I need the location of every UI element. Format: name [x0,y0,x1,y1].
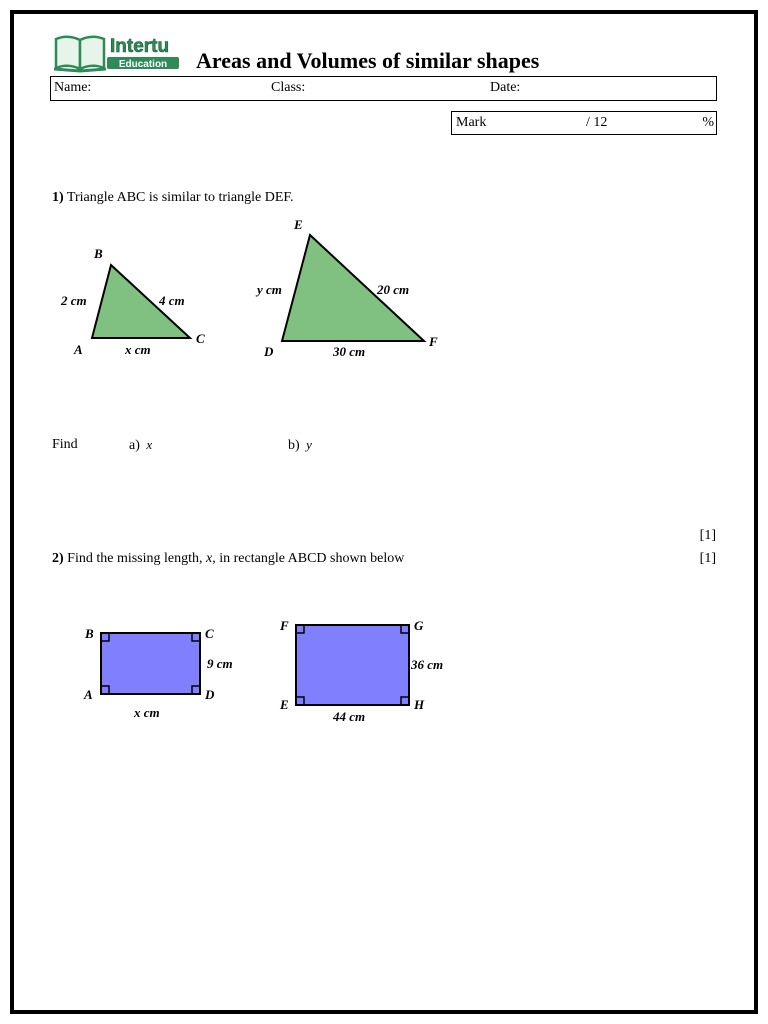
label-side-bc: 4 cm [159,293,185,308]
label-e: E [294,217,303,232]
page-title: Areas and Volumes of similar shapes [196,48,540,73]
name-label: Name: [54,80,92,95]
date-label: Date: [490,80,521,95]
question-2-text-after: , in rectangle ABCD shown below [212,551,405,566]
question-2-mark: [1] [699,551,716,566]
mark-percent: % [702,115,714,130]
question-1-mark: [1] [699,528,716,543]
question-1-number: 1) [52,190,64,205]
label-rect-b: B [85,626,94,641]
label-rect-e: E [280,697,289,712]
part-a-label: a) [129,438,140,453]
label-side-eh: 44 cm [333,709,366,724]
label-side-ef: 20 cm [377,282,410,297]
part-b-variable: y [306,437,312,452]
rectangle-abcd [101,633,200,694]
logo-text-bottom: Education [118,59,168,70]
label-f: F [429,334,438,349]
label-side-ad: x cm [134,705,160,720]
mark-total: / 12 [586,115,608,130]
logo-text-top: Intertu [110,36,170,57]
question-2-number: 2) [52,551,64,566]
find-label: Find [52,437,78,452]
label-rect-a: A [84,687,93,702]
part-a-variable: x [146,437,153,452]
label-rect-c: C [205,626,214,641]
label-side-cd: 9 cm [207,656,233,671]
label-side-ab: 2 cm [61,293,87,308]
label-side-df: 30 cm [333,344,366,359]
mark-label: Mark [456,115,487,130]
label-side-ac: x cm [125,342,151,357]
label-c: C [196,331,205,346]
class-label: Class: [271,80,306,95]
part-b-label: b) [288,438,300,453]
label-side-gh: 36 cm [411,657,444,672]
label-rect-g: G [414,618,424,633]
label-d: D [264,344,274,359]
question-1-text: Triangle ABC is similar to triangle DEF. [66,190,294,205]
rectangle-efgh [296,625,409,705]
label-rect-f: F [280,618,289,633]
label-a: A [74,342,83,357]
label-rect-h: H [414,697,425,712]
label-b: B [94,246,103,261]
question-2-text-before: Find the missing length, [67,551,203,566]
question-2-variable: x [206,551,213,566]
label-rect-d: D [205,687,215,702]
label-side-de: y cm [257,282,282,297]
